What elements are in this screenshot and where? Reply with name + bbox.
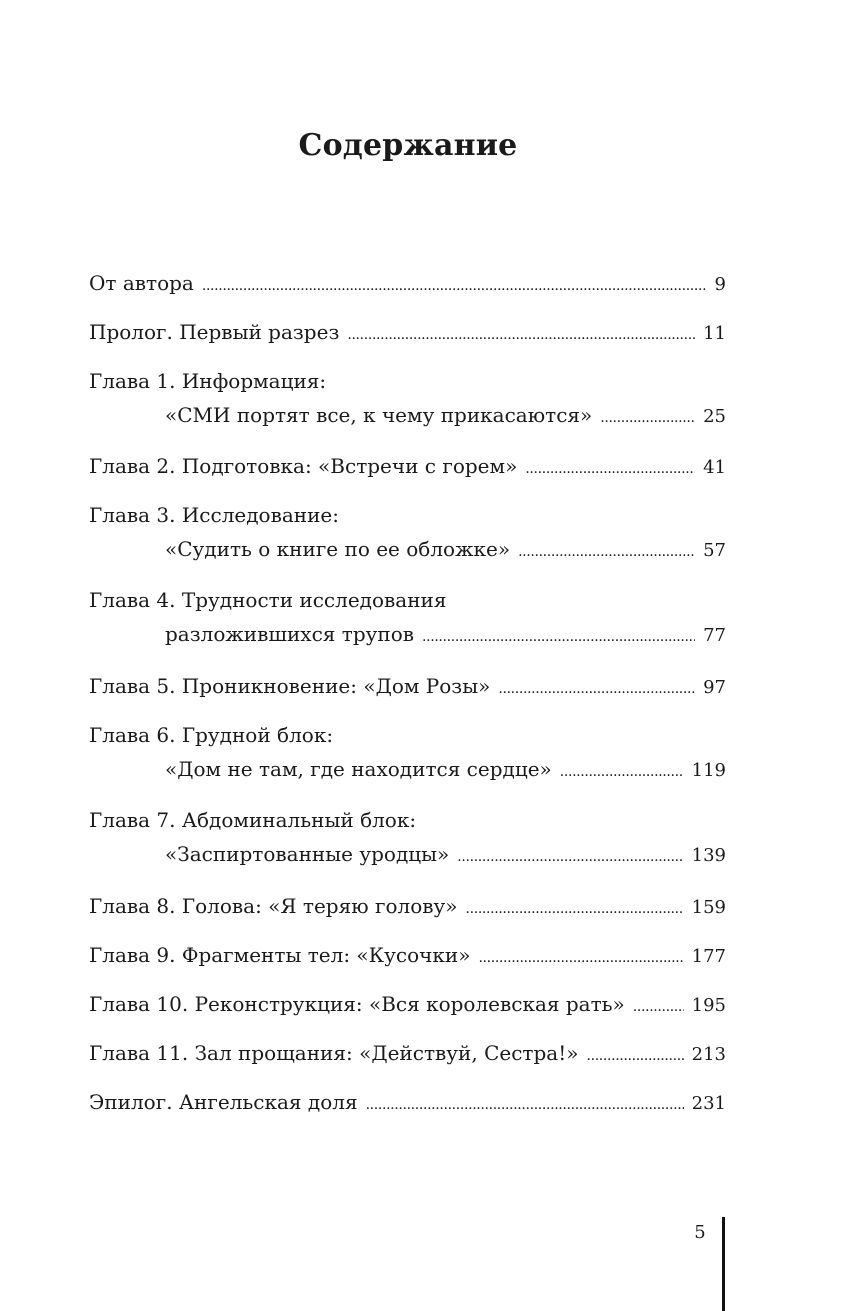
leader-dots bbox=[422, 617, 695, 654]
toc-entry-subtitle: «СМИ портят все, к чему прикасаются» bbox=[165, 403, 593, 427]
toc-entry bbox=[89, 315, 726, 352]
toc-entry-subtitle: «Судить о книге по ее обложке» bbox=[165, 537, 511, 561]
toc-entry bbox=[89, 1085, 726, 1122]
toc-entry bbox=[89, 669, 726, 706]
toc-page-number: 139 bbox=[691, 845, 726, 866]
toc-entry bbox=[89, 987, 726, 1024]
toc-entry-subtitle: «Дом не там, где находится сердце» bbox=[165, 757, 552, 781]
leader-dots bbox=[587, 1036, 684, 1073]
toc-page-number: 159 bbox=[691, 897, 726, 918]
toc-entry-title: Глава 4. Трудности исследования bbox=[89, 588, 447, 612]
toc-entry-title: Пролог. Первый разрез bbox=[89, 320, 340, 344]
toc-page-number: 25 bbox=[703, 406, 726, 427]
leader-dots bbox=[633, 987, 684, 1024]
toc-entry-title: Глава 6. Грудной блок: bbox=[89, 723, 334, 747]
toc-entry bbox=[89, 583, 726, 654]
leader-dots bbox=[525, 449, 695, 486]
toc-entry-title: Глава 2. Подготовка: «Встречи с горем» bbox=[89, 454, 518, 478]
toc-entry-title: От автора bbox=[89, 271, 194, 295]
toc-page-number: 11 bbox=[703, 323, 726, 344]
toc-page-number: 41 bbox=[703, 457, 726, 478]
toc-entry-title: Глава 11. Зал прощания: «Действуй, Сестра!» bbox=[89, 1041, 579, 1065]
toc-entry-title: Глава 8. Голова: «Я теряю голову» bbox=[89, 894, 458, 918]
leader-dots bbox=[466, 889, 684, 926]
leader-dots bbox=[478, 938, 683, 975]
leader-dots bbox=[366, 1085, 684, 1122]
leader-dots bbox=[498, 669, 695, 706]
toc-entry-title: Глава 10. Реконструкция: «Вся королевская рать» bbox=[89, 992, 625, 1016]
toc-entry bbox=[89, 266, 726, 303]
toc-entry-subtitle: «Заспиртованные уродцы» bbox=[165, 842, 450, 866]
toc-entry bbox=[89, 718, 726, 789]
toc-page-number: 97 bbox=[703, 677, 726, 698]
leader-dots bbox=[347, 315, 695, 352]
toc-entry bbox=[89, 938, 726, 975]
toc-page-number: 119 bbox=[691, 760, 726, 781]
toc-entry-title: Эпилог. Ангельская доля bbox=[89, 1090, 358, 1114]
toc-entry bbox=[89, 498, 726, 569]
leader-dots bbox=[560, 752, 684, 789]
toc-entry-title: Глава 3. Исследование: bbox=[89, 503, 340, 527]
toc-entry bbox=[89, 449, 726, 486]
toc-entry bbox=[89, 364, 726, 435]
leader-dots bbox=[457, 837, 683, 874]
toc-entry-title: Глава 1. Информация: bbox=[89, 369, 327, 393]
toc-page-number: 231 bbox=[691, 1093, 726, 1114]
page-edge-marker bbox=[722, 1217, 725, 1311]
toc-page-number: 177 bbox=[691, 946, 726, 967]
toc-entry-subtitle: разложившихся трупов bbox=[165, 622, 415, 646]
toc-entry bbox=[89, 889, 726, 926]
leader-dots bbox=[600, 398, 695, 435]
page-title: Содержание bbox=[298, 128, 518, 163]
toc-entry bbox=[89, 1036, 726, 1073]
toc-page-number: 9 bbox=[714, 274, 726, 295]
toc-page-number: 77 bbox=[703, 625, 726, 646]
toc-entry bbox=[89, 803, 726, 874]
toc-entry-title: Глава 7. Абдоминальный блок: bbox=[89, 808, 417, 832]
toc-page-number: 195 bbox=[691, 995, 726, 1016]
toc-page-number: 213 bbox=[691, 1044, 726, 1065]
toc-entry-title: Глава 9. Фрагменты тел: «Кусочки» bbox=[89, 943, 471, 967]
page-folio-number: 5 bbox=[694, 1222, 706, 1243]
toc-page-number: 57 bbox=[703, 540, 726, 561]
toc-entry-title: Глава 5. Проникновение: «Дом Розы» bbox=[89, 674, 491, 698]
leader-dots bbox=[518, 532, 695, 569]
leader-dots bbox=[202, 266, 707, 303]
